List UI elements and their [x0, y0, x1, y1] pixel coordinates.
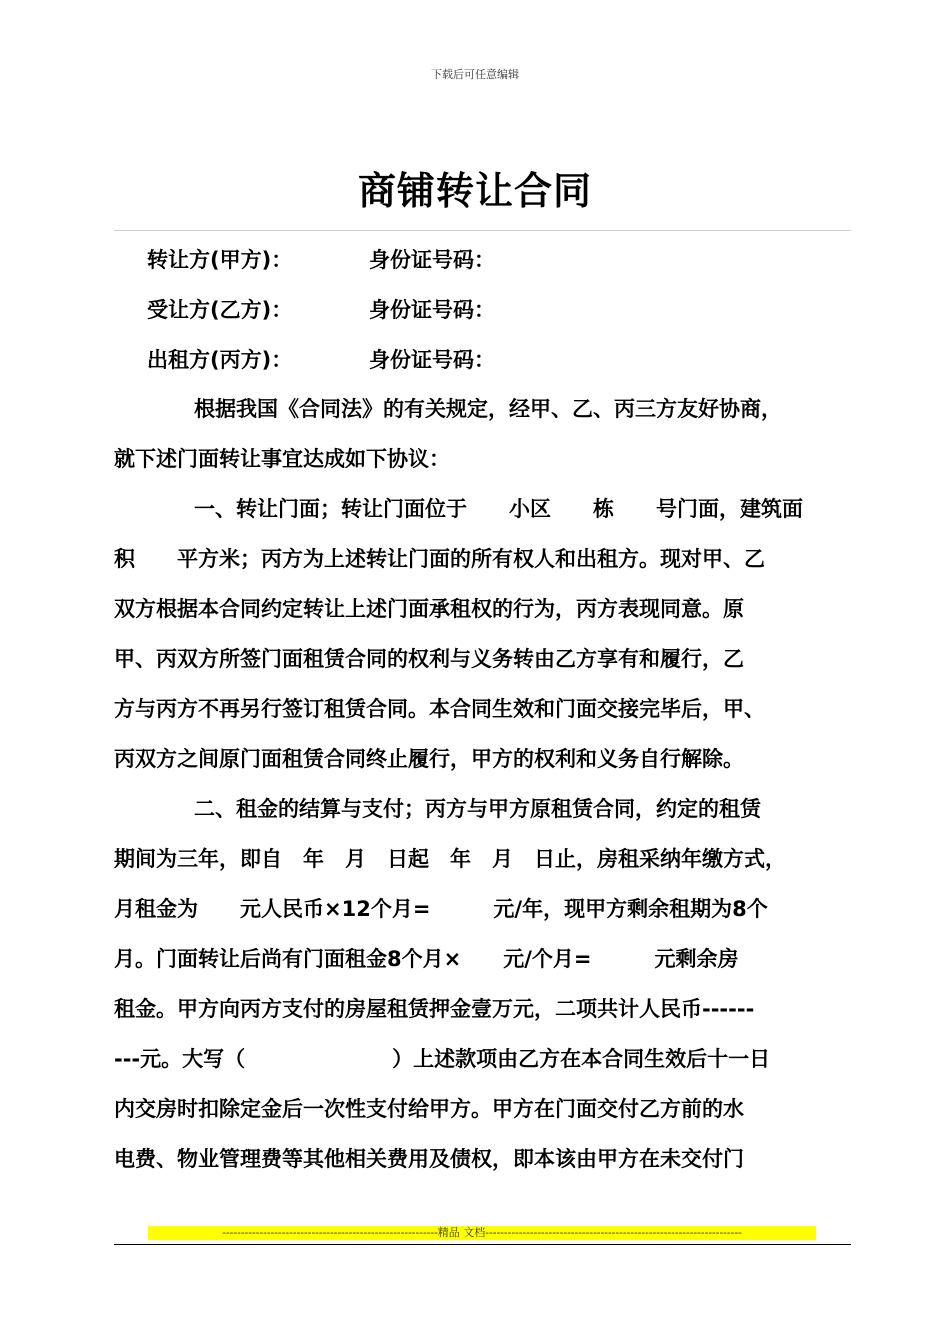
party-label: 转让方(甲方)：	[147, 248, 293, 272]
title-divider	[114, 230, 851, 231]
line-text: 月。门面转让后尚有门面租金8个月× 元/个月= 元剩余房	[114, 947, 739, 971]
header-note: 下载后可任意编辑	[431, 68, 519, 81]
paragraph-line	[114, 834, 854, 884]
paragraph-line	[114, 784, 854, 834]
line-text: 丙双方之间原门面租赁合同终止履行，甲方的权利和义务自行解除。	[114, 747, 744, 771]
party-transferee	[147, 294, 495, 324]
line-text: 期间为三年，即自 年 月 日起 年 月 日止，房租采纳年缴方式，	[114, 847, 786, 871]
line-text: 就下述门面转让事宜达成如下协议：	[114, 447, 450, 471]
line-text: 根据我国《合同法》的有关规定，经甲、乙、丙三方友好协商，	[194, 397, 782, 421]
line-text: 月租金为 元人民币×12个月= 元/年，现甲方剩余租期为8个	[114, 897, 768, 921]
party-label: 受让方(乙方)：	[147, 298, 293, 322]
party-label: 出租方(丙方)：	[147, 348, 293, 372]
line-text: 一、转让门面；转让门面位于 小区 栋 号门面，建筑面	[194, 497, 803, 521]
paragraph-line	[114, 984, 854, 1034]
page-title: 商铺转让合同	[357, 169, 592, 213]
paragraph-line	[114, 584, 854, 634]
party-lessor	[147, 344, 495, 374]
line-text: 内交房时扣除定金后一次性支付给甲方。甲方在门面交付乙方前的水	[114, 1097, 744, 1121]
id-number-label: 身份证号码：	[369, 248, 495, 272]
line-text: 方与丙方不再另行签订租赁合同。本合同生效和门面交接完毕后，甲、	[114, 697, 765, 721]
line-text: 租金。甲方向丙方支付的房屋租赁押金壹万元，二项共计人民币------	[114, 997, 755, 1021]
line-text: 双方根据本合同约定转让上述门面承租权的行为，丙方表现同意。原	[114, 597, 744, 621]
party-transferor	[147, 244, 495, 274]
paragraph-line	[114, 734, 854, 784]
footer-banner: ----------------------------------------------------------精品 文档---------------------------------------------------------------------	[148, 1226, 816, 1240]
paragraph-line	[114, 634, 854, 684]
paragraph-line	[114, 484, 854, 534]
line-text: 甲、丙双方所签门面租赁合同的权利与义务转由乙方享有和履行，乙	[114, 647, 744, 671]
paragraph-line	[114, 1034, 854, 1084]
paragraph-line	[114, 684, 854, 734]
line-text: ---元。大写（ ）上述款项由乙方在本合同生效后十一日	[114, 1047, 771, 1071]
paragraph-line	[114, 884, 854, 934]
paragraph-line	[114, 384, 854, 434]
paragraph-line	[114, 1084, 854, 1134]
line-text: 电费、物业管理费等其他相关费用及债权，即本该由甲方在未交付门	[114, 1147, 744, 1171]
paragraph-line	[114, 1134, 854, 1184]
footer-divider	[114, 1244, 851, 1245]
paragraph-line	[114, 534, 854, 584]
id-number-label: 身份证号码：	[369, 348, 495, 372]
line-text: 二、租金的结算与支付；丙方与甲方原租赁合同，约定的租赁	[194, 797, 761, 821]
id-number-label: 身份证号码：	[369, 298, 495, 322]
paragraph-line	[114, 934, 854, 984]
contract-body	[114, 384, 854, 1184]
paragraph-line	[114, 434, 854, 484]
line-text: 积 平方米；丙方为上述转让门面的所有权人和出租方。现对甲、乙	[114, 547, 765, 571]
